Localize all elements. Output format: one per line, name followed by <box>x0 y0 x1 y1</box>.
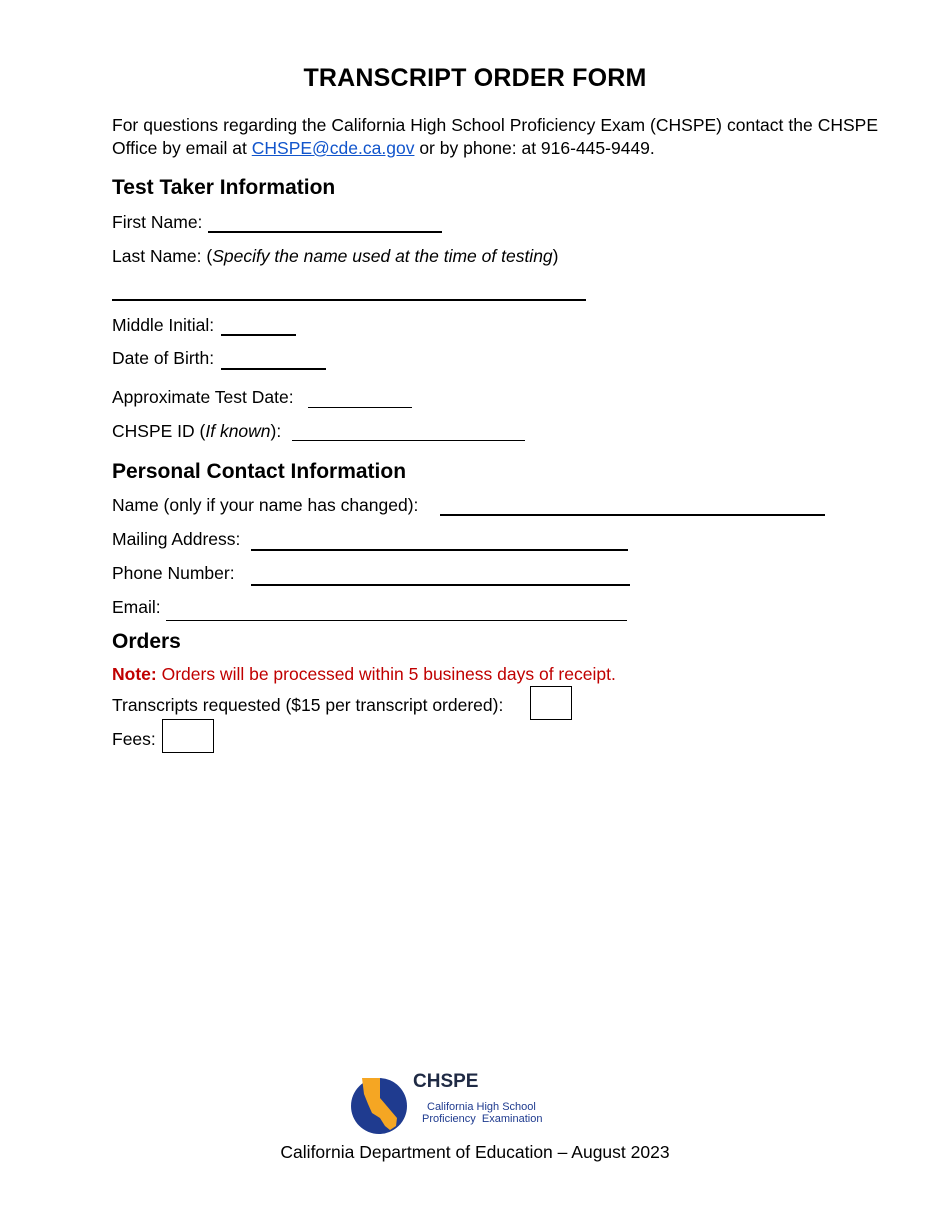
contact-heading: Personal Contact Information <box>112 460 407 483</box>
transcripts-label: Transcripts requested ($15 per transcript ordered): <box>112 695 504 715</box>
note-text: Orders will be processed within 5 business days of receipt. <box>156 664 616 684</box>
mailing-address-field[interactable] <box>251 549 628 551</box>
last-name-field[interactable] <box>112 299 586 301</box>
changed-name-field[interactable] <box>440 514 825 516</box>
note-label: Note: <box>112 664 157 684</box>
dob-field[interactable] <box>221 368 326 370</box>
mailing-address-label: Mailing Address: <box>112 529 241 549</box>
fees-label: Fees: <box>112 729 156 749</box>
intro-text-start: For questions regarding the California High School Proficiency Exam (CHSPE) contact the CHSPE Office by email at <box>112 115 878 158</box>
intro-paragraph <box>112 114 878 160</box>
intro-text-end: or by phone: at 916-445-9449. <box>414 138 655 158</box>
test-date-field[interactable] <box>308 407 412 408</box>
email-link[interactable]: CHSPE@cde.ca.gov <box>251 138 415 158</box>
last-name-prefix: Last Name: ( <box>112 246 213 266</box>
first-name-field[interactable] <box>208 231 442 233</box>
last-name-label <box>112 246 559 267</box>
middle-initial-label: Middle Initial: <box>112 315 215 335</box>
first-name-label: First Name: <box>112 212 203 232</box>
logo-subtitle <box>422 1101 542 1125</box>
changed-name-label: Name (only if your name has changed): <box>112 495 419 515</box>
phone-number-field[interactable] <box>251 584 630 586</box>
last-name-suffix: ) <box>552 246 559 266</box>
test-taker-heading: Test Taker Information <box>112 176 336 199</box>
logo-subtitle-line2: Proficiency Examination <box>422 1113 543 1125</box>
middle-initial-field[interactable] <box>221 334 296 336</box>
orders-heading: Orders <box>112 630 181 653</box>
page-title: TRANSCRIPT ORDER FORM <box>303 64 647 92</box>
chspe-id-label <box>112 421 281 442</box>
test-date-label: Approximate Test Date: <box>112 387 294 407</box>
logo-name: CHSPE <box>413 1071 479 1092</box>
chspe-id-prefix: CHSPE ID ( <box>112 421 206 441</box>
phone-number-label: Phone Number: <box>112 563 235 583</box>
email-field[interactable] <box>166 620 627 621</box>
last-name-note: Specify the name used at the time of testing <box>212 246 553 266</box>
fees-box[interactable] <box>162 719 214 753</box>
logo-subtitle-line1: California High School <box>427 1101 536 1113</box>
dob-label: Date of Birth: <box>112 348 215 368</box>
transcripts-count-box[interactable] <box>530 686 572 720</box>
footer-text: California Department of Education – August 2023 <box>280 1142 670 1162</box>
orders-note <box>112 664 616 685</box>
chspe-id-note: If known <box>205 421 271 441</box>
chspe-id-suffix: ): <box>270 421 282 441</box>
email-label: Email: <box>112 597 161 617</box>
chspe-id-field[interactable] <box>292 440 525 441</box>
